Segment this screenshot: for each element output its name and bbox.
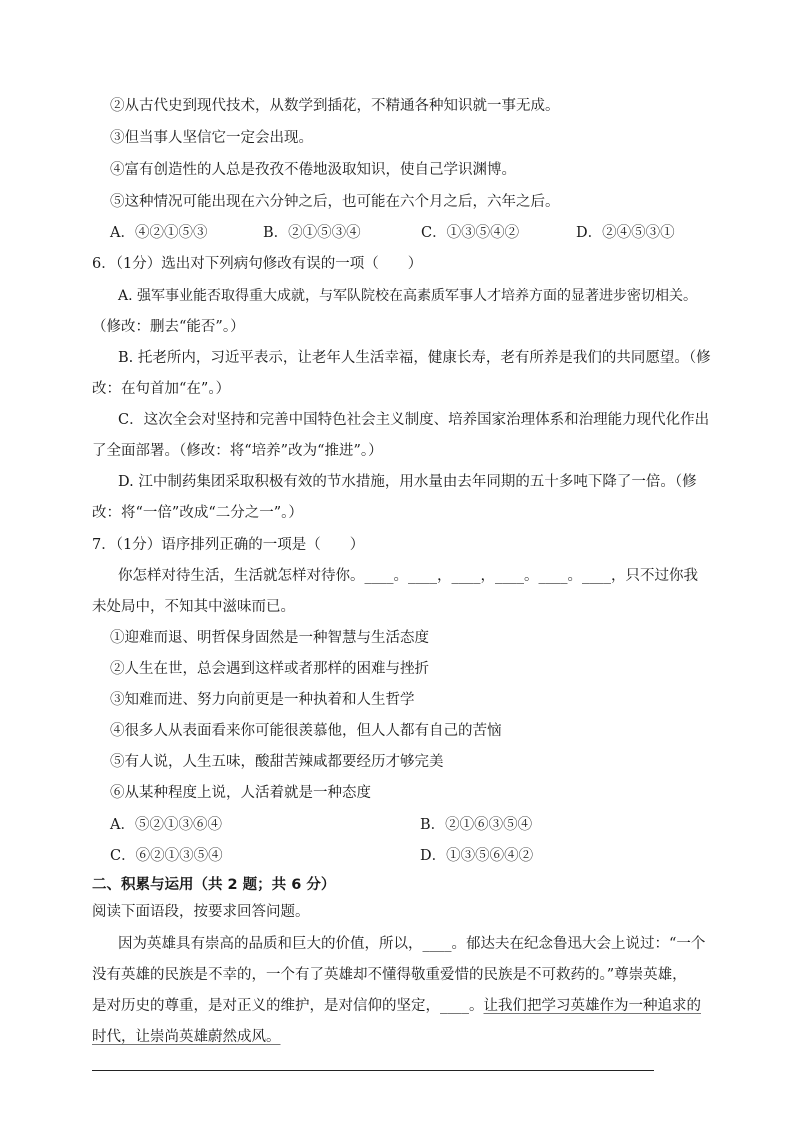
q6-option-b-line2: 改：在句首加“在”。）: [92, 381, 231, 397]
reading-passage-line4-underlined: 时代，让崇尚英雄蔚然成风。: [92, 1029, 281, 1045]
reading-passage-line1: 因为英雄具有崇高的品质和巨大的价值，所以，____。郁达夫在纪念鲁迅大会上说过：“一个: [118, 936, 706, 952]
q6-option-c-line2: 了全面部署。（修改：将“培养”改为“推进”。）: [92, 443, 383, 459]
q7-item-2: ②人生在世，总会遇到这样或者那样的困难与挫折: [110, 661, 429, 677]
q6-stem: 6．（1分）选出对下列病句修改有误的一项（ ）: [92, 256, 423, 272]
q5-item-3: ③但当事人坚信它一定会出现。: [110, 130, 313, 146]
q7-options-row1: [110, 815, 710, 835]
q7-option-b[interactable]: B．②①⑥③⑤④: [420, 817, 533, 833]
section-heading: 二、积累与运用（共 2 题；共 6 分）: [92, 877, 336, 893]
reading-passage-line4: [92, 1027, 281, 1047]
reading-passage-line2: 没有英雄的民族是不幸的，一个有了英雄却不懂得敬重爱惜的民族是不可救药的。”尊崇英雄，: [92, 967, 687, 983]
q5-option-c[interactable]: C．①③⑤④②: [421, 225, 520, 241]
q5-item-2: ②从古代史到现代技术，从数学到插花，不精通各种知识就一事无成。: [110, 98, 560, 114]
q6-option-d-line1: D. 江中制药集团采取积极有效的节水措施，用水量由去年同期的五十多吨下降了一倍。（修: [118, 474, 697, 490]
q6-option-a-line2: （修改：删去“能否”。）: [92, 319, 245, 335]
q7-item-4: ④很多人从表面看来你可能很羡慕他，但人人都有自己的苦恼: [110, 723, 502, 739]
q5-options: [110, 223, 710, 243]
answer-line: [92, 1070, 654, 1071]
reading-passage-line3-plain: 是对历史的尊重，是对正义的维护，是对信仰的坚定，____。: [92, 998, 484, 1014]
reading-passage-line3: [92, 996, 701, 1016]
q7-option-a[interactable]: A．⑤②①③⑥④: [110, 817, 222, 833]
q6-option-d-line2: 改：将“一倍”改成“二分之一”。）: [92, 505, 303, 521]
q7-item-3: ③知难而进、努力向前更是一种执着和人生哲学: [110, 692, 415, 708]
q7-passage-line2: 未处局中，不知其中滋味而已。: [92, 599, 295, 615]
q5-item-5: ⑤这种情况可能出现在六分钟之后，也可能在六个月之后，六年之后。: [110, 194, 560, 210]
q7-item-6: ⑥从某种程度上说，人活着就是一种态度: [110, 785, 371, 801]
q6-option-a-line1: A. 强军事业能否取得重大成就，与军队院校在高素质军事人才培养方面的显著进步密切相关。: [118, 288, 698, 304]
reading-passage-line3-underlined: 让我们把学习英雄作为一种追求的: [483, 998, 701, 1014]
q5-option-d[interactable]: D．②④⑤③①: [576, 225, 675, 241]
q7-passage-line1: 你怎样对待生活，生活就怎样对待你。____。____，____，____。____。____，只不过你我: [118, 568, 698, 584]
q7-option-c[interactable]: C．⑥②①③⑤④: [110, 848, 223, 864]
q5-option-a[interactable]: A．④②①⑤③: [110, 225, 208, 241]
q5-option-b[interactable]: B．②①⑤③④: [263, 225, 361, 241]
q5-item-4: ④富有创造性的人总是孜孜不倦地汲取知识，使自己学识渊博。: [110, 162, 516, 178]
q7-stem: 7．（1分）语序排列正确的一项是（ ）: [92, 537, 365, 553]
q7-option-d[interactable]: D．①③⑤⑥④②: [420, 848, 534, 864]
q7-item-5: ⑤有人说，人生五味，酸甜苦辣咸都要经历才够完美: [110, 754, 444, 770]
q7-options-row2: [110, 846, 710, 866]
section-instruction: 阅读下面语段，按要求回答问题。: [92, 904, 310, 920]
q6-option-b-line1: B. 托老所内，习近平表示，让老年人生活幸福，健康长寿，老有所养是我们的共同愿望。（修: [118, 350, 711, 366]
q7-item-1: ①迎难而退、明哲保身固然是一种智慧与生活态度: [110, 630, 429, 646]
q6-option-c-line1: C．这次全会对坚持和完善中国特色社会主义制度、培养国家治理体系和治理能力现代化作出: [118, 412, 710, 428]
